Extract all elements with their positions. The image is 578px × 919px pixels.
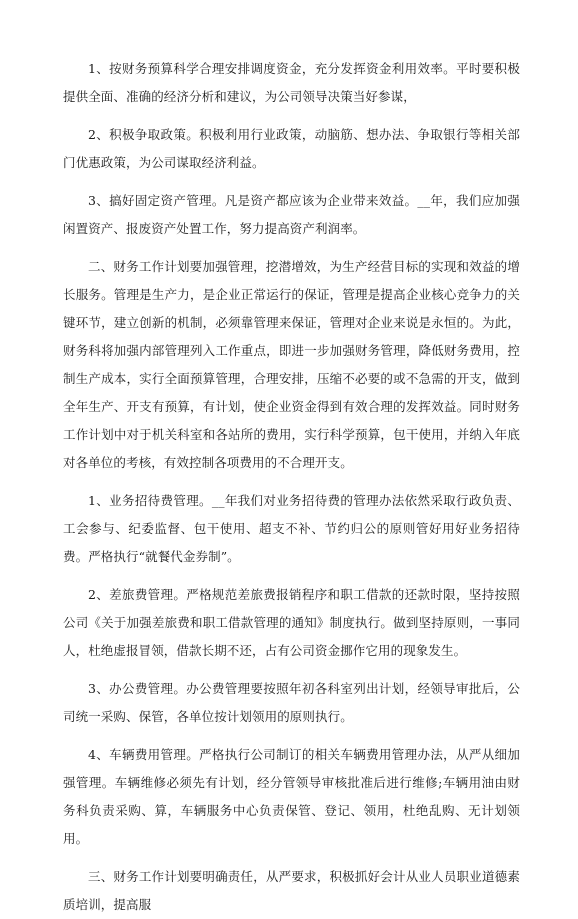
paragraph-travel-expenses: 2、差旅费管理。严格规范差旅费报销程序和职工借款的还款时限，坚持按照公司《关于加强差旅费和职工借款管理的通知》制度执行。做到坚持原则，一事同人，杜绝虚报冒领，借款长期不还，占有公司资金挪作它用的现象发生。 bbox=[63, 587, 520, 658]
paragraph-funds-scheduling: 1、按财务预算科学合理安排调度资金，充分发挥资金利用效率。平时要积极提供全面、准确的经济分析和建议，为公司领导决策当好参谋， bbox=[63, 61, 520, 104]
paragraph-management: 二、财务工作计划要加强管理，挖潜增效，为生产经营目标的实现和效益的增长服务。管理是生产力，是企业正常运行的保证，管理是提高企业核心竞争力的关键环节，建立创新的机制，必须靠管理来保证，管理对企业来说是永恒的。为此，财务科将加强内部管理列入工作重点，即进一步加强财务管理，降低财务费用，控制生产成本，实行全面预算管理，合理安排，压缩不必要的或不急需的开支，做到全年生产、开支有预算，有计划，使企业资金得到有效合理的发挥效益。同时财务工作计划中对于机关科室和各站所的费用，实行科学预算，包干使用，并纳入年底对各单位的考核，有效控制各项费用的不合理开支。 bbox=[63, 259, 520, 470]
paragraph-hospitality-fees: 1、业务招待费管理。__年我们对业务招待费的管理办法依然采取行政负责、工会参与、纪委监督、包干使用、超支不补、节约归公的原则管好用好业务招待费。严格执行“就餐代金券制”。 bbox=[63, 493, 520, 564]
paragraph-vehicle-expenses: 4、车辆费用管理。严格执行公司制订的相关车辆费用管理办法，从严从细加强管理。车辆维修必须先有计划，经分管领导审核批准后进行维修;车辆用油由财务科负责采购、算，车辆服务中心负责保管、登记、领用，杜绝乱购、无计划领用。 bbox=[63, 747, 520, 846]
paragraph-responsibility: 三、财务工作计划要明确责任，从严要求，积极抓好会计从业人员职业道德素质培训，提高服 bbox=[63, 869, 520, 912]
paragraph-policy: 2、积极争取政策。积极利用行业政策，动脑筋、想办法、争取银行等相关部门优惠政策，为公司谋取经济利益。 bbox=[63, 127, 520, 170]
paragraph-fixed-assets: 3、搞好固定资产管理。凡是资产都应该为企业带来效益。__年，我们应加强闲置资产、报废资产处置工作，努力提高资产利润率。 bbox=[63, 193, 520, 236]
paragraph-office-expenses: 3、办公费管理。办公费管理要按照年初各科室列出计划，经领导审批后，公司统一采购、保管，各单位按计划领用的原则执行。 bbox=[63, 681, 520, 724]
